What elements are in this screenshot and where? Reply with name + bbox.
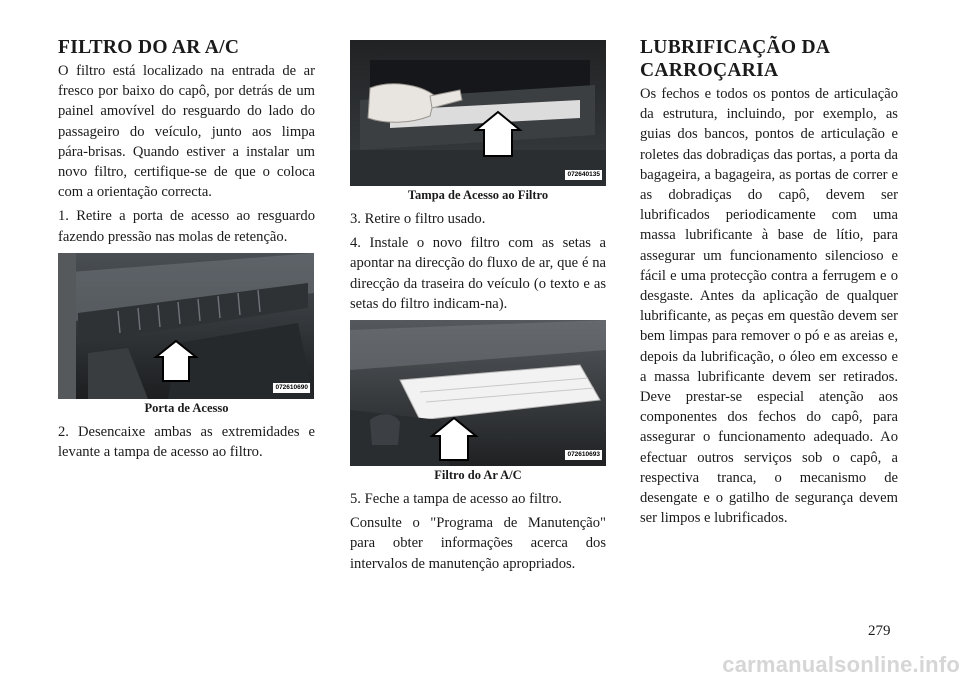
column-left	[58, 36, 315, 466]
step-3-text: 3. Retire o filtro usado.	[350, 211, 486, 227]
step-5-text: 5. Feche a tampa de acesso ao filtro.	[350, 491, 562, 508]
figure-ac-filter	[350, 320, 606, 466]
figure-code: 072610690	[275, 383, 308, 391]
paragraph-filter-location: O filtro está localizado na entrada de ar fresco por baixo do capô, por detrás de um painel amovível do resguardo do lado do passageiro do veículo, junto aos limpa pára-brisas. Quando estiver a instalar um novo filtro, certifique-se de que o coloca com a orientação correcta.	[58, 63, 315, 201]
paragraph-maintenance-reference: Consulte o "Programa de Manutenção" para obter informações acerca dos intervalos de manutenção apropriados.	[350, 515, 606, 572]
figure-caption-ac-filter: Filtro do Ar A/C	[434, 468, 522, 483]
ac-filter-photo	[350, 320, 606, 466]
column-middle	[350, 40, 606, 578]
figure-caption-access-door: Porta de Acesso	[144, 400, 229, 415]
figure-code: 072610693	[567, 451, 600, 459]
step-2-text: 2. Desencaixe ambas as extremidades e levante a tampa de acesso ao filtro.	[58, 423, 315, 461]
figure-access-door	[58, 253, 314, 399]
section-heading-ac-filter: FILTRO DO AR A/C	[58, 37, 240, 58]
figure-caption-filter-access-cover: Tampa de Acesso ao Filtro	[407, 188, 549, 202]
column-right	[640, 36, 898, 532]
filter-access-cover-photo	[350, 40, 606, 186]
access-door-photo	[58, 253, 314, 399]
watermark: carmanualsonline.info	[722, 652, 960, 677]
step-1-text: 1. Retire a porta de acesso ao resguardo fazendo pressão nas molas de retenção.	[58, 208, 315, 245]
figure-code: 072640135	[567, 171, 600, 178]
paragraph-lubrication: Os fechos e todos os pontos de articulação da estrutura, incluindo, por exemplo, as guias dos bancos, pontos de articulação e roletes das dobradiças das portas, a porta da bagageira, a bagageira, as portas de correr e as dobradiças do capô, devem ser lubrificados periodicamente com uma massa lubrificante à base de lítio, para assegurar um funcionamento silencioso e fácil e uma protecção contra a ferrugem e o desgaste. Antes da aplicação de qualquer lubrificante, as peças em questão devem ser bem limpas para remover o pó e as areias e, depois da lubrificação, o óleo em excesso e a massa lubrificante devem ser retirados. Deve prestar-se especial atenção aos componentes dos fechos do capô, para assegurar o funcionamento adequado. Ao efectuar outros serviços sob o capô, a respectiva tranca, o mecanismo de desengate e o gatilho de segurança devem ser limpos e lubrificados.	[640, 86, 898, 527]
page-number: 279	[868, 623, 891, 639]
step-4-text: 4. Instale o novo filtro com as setas a apontar na direcção do fluxo de ar, que é na direcção da traseira do veículo (o texto e as setas do filtro indicam-na).	[350, 235, 606, 312]
section-heading-body-lubrication: LUBRIFICAÇÃO DA CARROÇARIA	[640, 37, 830, 81]
figure-filter-access-cover	[350, 40, 606, 186]
